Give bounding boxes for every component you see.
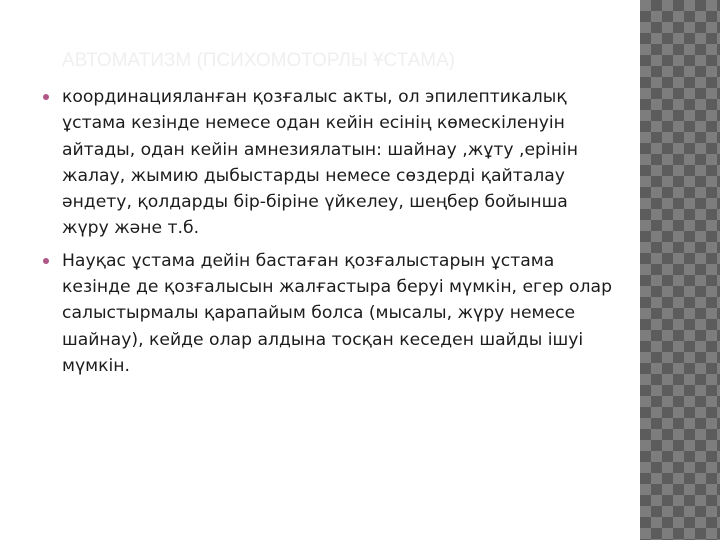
bullet-item xyxy=(40,84,620,242)
bullet-dot-icon xyxy=(43,258,49,264)
bullet-item xyxy=(40,248,620,379)
bullet-text: Науқас ұстама дейін бастаған қозғалыстарын ұстама кезінде де қозғалысын жалғастыра беруі мүмкін, егер олар салыстырмалы қарапайым болса (мысалы, жүру немесе шайнау), кейде олар алдына тосқан кеседен шайды ішуі мүмкін. xyxy=(62,250,612,376)
slide-title: АВТОМАТИЗМ (ПСИХОМОТОРЛЫ ҰСТАМА) xyxy=(62,50,456,71)
decorative-diamond-pattern xyxy=(640,0,720,540)
bullet-list xyxy=(40,84,620,385)
bullet-dot-icon xyxy=(43,94,49,100)
bullet-text: координацияланған қозғалыс акты, ол эпилептикалық ұстама кезінде немесе одан кейін есінің көмескіленуін айтады, одан кейін амнезиялатын: шайнау ,жұту ,ерінін жалау, жымию дыбыстарды немесе сөздерді қайталау әндету, қолдарды бір-біріне үйкелеу, шеңбер бойынша жүру және т.б. xyxy=(62,87,578,239)
